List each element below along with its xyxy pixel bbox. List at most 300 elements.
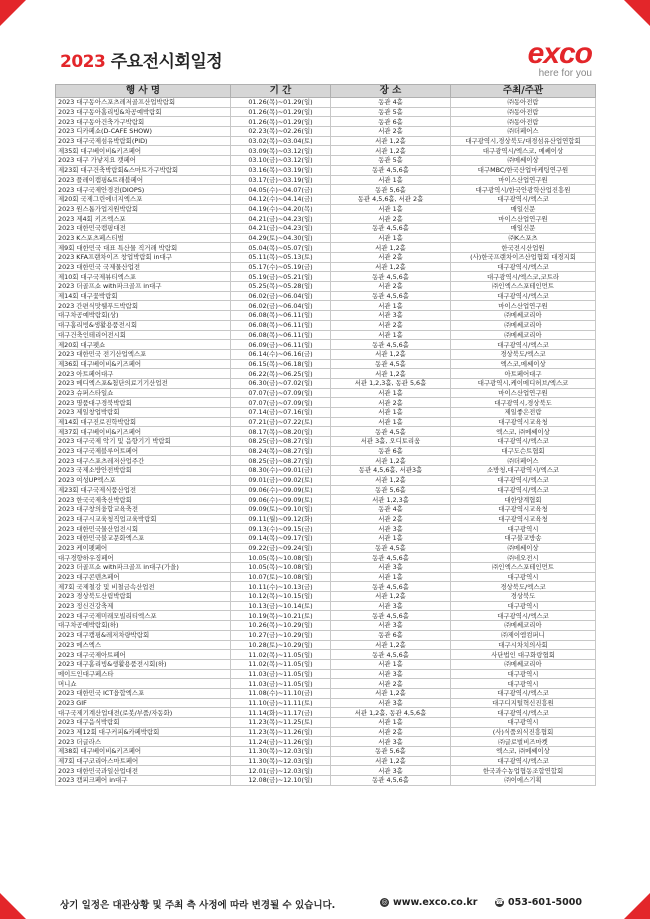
table-row	[56, 708, 596, 718]
cell-organizer: ㈜메쎄코리아	[451, 621, 596, 631]
cell-event: 제7회 대구코리아스마트페어	[56, 756, 231, 766]
cell-organizer: 경상북도/엑스코	[451, 582, 596, 592]
cell-event: 제14회 대구진로진학박람회	[56, 417, 231, 427]
cell-venue: 동관 4,5,6홀	[331, 582, 451, 592]
cell-event: 2023 대구국제안경전(DIOPS)	[56, 185, 231, 195]
cell-period: 03.02(목)~03.04(토)	[231, 136, 331, 146]
cell-event: 2023 더글라스	[56, 737, 231, 747]
cell-venue: 서관 1홀	[331, 204, 451, 214]
cell-period: 04.05(수)~04.07(금)	[231, 185, 331, 195]
cell-venue: 서관 1,2홀	[331, 456, 451, 466]
cell-organizer: ㈜이에스기획	[451, 776, 596, 786]
table-row	[56, 156, 596, 166]
cell-venue: 서관 1홀	[331, 408, 451, 418]
cell-period: 06.08(목)~06.11(일)	[231, 320, 331, 330]
cell-event: 제38회 대구베이비&키즈페어	[56, 747, 231, 757]
table-row	[56, 223, 596, 233]
cell-venue: 동관 5,6홀	[331, 185, 451, 195]
cell-organizer: 대구광역시,경상북도	[451, 398, 596, 408]
corner-decoration-top-right	[624, 0, 650, 26]
table-row	[56, 640, 596, 650]
cell-event: 2023 대한민국불교문화엑스포	[56, 533, 231, 543]
cell-event: 2023 대구캠핑&레저차량박람회	[56, 630, 231, 640]
cell-organizer: ㈜동아전람	[451, 117, 596, 127]
cell-period: 08.24(목)~08.27(일)	[231, 446, 331, 456]
cell-period: 11.08(수)~11.10(금)	[231, 688, 331, 698]
cell-period: 11.10(금)~11.11(토)	[231, 698, 331, 708]
cell-event: 2023 대구국제 악기 및 음향기기 박람회	[56, 437, 231, 447]
cell-event: 2023 케이펫페어	[56, 543, 231, 553]
cell-event: 2023 대구동아홈리빙&차공예박람회	[56, 107, 231, 117]
cell-organizer: 대구시차치의사회	[451, 640, 596, 650]
cell-event: 2023 대한민국과일산업대전	[56, 766, 231, 776]
column-header-period: 기 간	[231, 85, 331, 98]
cell-venue: 서관 3홀	[331, 563, 451, 573]
cell-organizer: ㈜메쎄이상	[451, 543, 596, 553]
table-row	[56, 756, 596, 766]
cell-venue: 서관 1,2홀	[331, 369, 451, 379]
cell-venue: 서관 3홀	[331, 669, 451, 679]
cell-period: 11.23(목)~11.25(토)	[231, 718, 331, 728]
cell-event: 2023 슈퍼스타일쇼	[56, 388, 231, 398]
cell-event: 제37회 대구베이비&키즈페어	[56, 427, 231, 437]
table-row	[56, 175, 596, 185]
cell-event: 2023 디카페쇼(D-CAFE SHOW)	[56, 127, 231, 137]
cell-venue: 서관 1,2홀	[331, 146, 451, 156]
cell-organizer: ㈜메쎄코리아	[451, 659, 596, 669]
cell-organizer: 대구광역시/엑스코	[451, 291, 596, 301]
cell-venue: 서관 2홀	[331, 253, 451, 263]
cell-organizer: 대구광역시,경상북도/대경섬유산업연합회	[451, 136, 596, 146]
cell-venue: 서관 1,2홀	[331, 349, 451, 359]
table-row	[56, 417, 596, 427]
cell-period: 03.09(목)~03.12(일)	[231, 146, 331, 156]
cell-event: 2023 GIF	[56, 698, 231, 708]
cell-period: 08.25(금)~08.27(일)	[231, 456, 331, 466]
logo-word: exco	[527, 37, 592, 70]
cell-venue: 서관 3홀, 오디토리움	[331, 437, 451, 447]
cell-venue: 서관 2홀	[331, 514, 451, 524]
table-row	[56, 194, 596, 204]
cell-event: 2023 플레이캠핑&트래블페어	[56, 175, 231, 185]
cell-event: 2023 대한민국 전기산업엑스포	[56, 349, 231, 359]
cell-event: 2023 제일창업박람회	[56, 408, 231, 418]
cell-organizer: 마이스산업연구원	[451, 214, 596, 224]
cell-event: 2023 대구동아건축가구박람회	[56, 117, 231, 127]
cell-period: 12.08(금)~12.10(일)	[231, 776, 331, 786]
cell-venue: 동관 5홀	[331, 156, 451, 166]
cell-venue: 동관 6홀	[331, 630, 451, 640]
cell-organizer: 대구광역시/엑스코	[451, 756, 596, 766]
table-row	[56, 766, 596, 776]
table-row	[56, 340, 596, 350]
table-row	[56, 553, 596, 563]
cell-venue: 서관 1,2홀	[331, 640, 451, 650]
table-row	[56, 369, 596, 379]
cell-period: 11.03(금)~11.05(일)	[231, 669, 331, 679]
cell-period: 08.30(수)~09.01(금)	[231, 466, 331, 476]
table-row	[56, 359, 596, 369]
cell-event: 2023 대구동아스포츠레저골프산업박람회	[56, 98, 231, 108]
cell-event: 2023 제12회 대구커피&카페박람회	[56, 727, 231, 737]
exhibition-schedule-table	[55, 84, 596, 786]
cell-period: 07.07(금)~07.09(일)	[231, 398, 331, 408]
cell-period: 08.17(목)~08.20(일)	[231, 427, 331, 437]
cell-organizer: 경상북도/엑스코	[451, 349, 596, 359]
cell-period: 09.11(월)~09.12(화)	[231, 514, 331, 524]
table-row	[56, 127, 596, 137]
cell-venue: 동관 4,5홀	[331, 427, 451, 437]
table-row	[56, 349, 596, 359]
cell-organizer: 제일좋은전람	[451, 408, 596, 418]
cell-venue: 동관 4,5,6홀	[331, 611, 451, 621]
cell-event: 2023 더골프쇼 with파크골프 in대구	[56, 282, 231, 292]
cell-venue: 동관 5홀	[331, 107, 451, 117]
cell-organizer: 대구광역시/엑스코,코트라	[451, 272, 596, 282]
cell-organizer: ㈜인엑스스포테인먼트	[451, 282, 596, 292]
cell-venue: 서관 3홀	[331, 766, 451, 776]
cell-period: 01.26(목)~01.29(일)	[231, 117, 331, 127]
cell-venue: 서관 1홀	[331, 533, 451, 543]
cell-period: 07.21(금)~07.22(토)	[231, 417, 331, 427]
cell-event: 2023 대구시교육청직업교육박람회	[56, 514, 231, 524]
cell-event: 머니쇼	[56, 679, 231, 689]
table-row	[56, 504, 596, 514]
cell-period: 05.04(목)~05.07(일)	[231, 243, 331, 253]
cell-event: 2023 제4회 키즈엑스포	[56, 214, 231, 224]
cell-venue: 동관 4,5,6홀	[331, 340, 451, 350]
cell-event: 2023 대구콘텐츠페어	[56, 572, 231, 582]
cell-event: 2023 한국국제축산박람회	[56, 495, 231, 505]
table-row	[56, 388, 596, 398]
cell-event: 2023 대한민국캠핑대전	[56, 223, 231, 233]
table-row	[56, 165, 596, 175]
cell-period: 11.02(목)~11.05(일)	[231, 650, 331, 660]
cell-venue: 서관 1,2홀	[331, 756, 451, 766]
table-row	[56, 533, 596, 543]
cell-event: 2023 대구국제아트페어	[56, 650, 231, 660]
table-row	[56, 282, 596, 292]
table-row	[56, 330, 596, 340]
phone-text: 053-601-5000	[508, 897, 582, 908]
cell-venue: 서관 1홀	[331, 417, 451, 427]
cell-period: 04.19(수)~04.20(목)	[231, 204, 331, 214]
cell-period: 05.19(금)~05.21(일)	[231, 272, 331, 282]
cell-venue: 동관 4,5홀	[331, 359, 451, 369]
cell-organizer: 매일신문	[451, 204, 596, 214]
table-row	[56, 669, 596, 679]
cell-organizer: 한국과수농업협동조합연합회	[451, 766, 596, 776]
cell-period: 06.08(목)~06.11(일)	[231, 311, 331, 321]
cell-venue: 서관 1,2홀	[331, 262, 451, 272]
cell-venue: 서관 3홀	[331, 524, 451, 534]
cell-period: 11.02(목)~11.05(일)	[231, 659, 331, 669]
cell-period: 10.28(토)~10.29(일)	[231, 640, 331, 650]
cell-organizer: ㈜글로벌비즈마켓	[451, 737, 596, 747]
cell-venue: 서관 1홀	[331, 301, 451, 311]
cell-organizer: ㈜메쎄코리아	[451, 320, 596, 330]
cell-organizer: ㈜더페어스	[451, 456, 596, 466]
cell-venue: 동관 4,5,6홀	[331, 553, 451, 563]
cell-venue: 서관 1,2홀	[331, 592, 451, 602]
cell-event: 2023 더골프쇼 with파크골프 in대구(가을)	[56, 563, 231, 573]
cell-period: 10.13(금)~10.14(토)	[231, 601, 331, 611]
cell-organizer: ㈜제이엠컴퍼니	[451, 630, 596, 640]
table-row	[56, 466, 596, 476]
cell-venue: 서관 3홀	[331, 698, 451, 708]
cell-period: 07.14(금)~07.16(일)	[231, 408, 331, 418]
cell-venue: 서관 3홀	[331, 621, 451, 631]
cell-period: 09.06(수)~09.09(토)	[231, 495, 331, 505]
cell-period: 04.29(토)~04.30(일)	[231, 233, 331, 243]
cell-event: 제7회 국제철강 및 비철금속산업전	[56, 582, 231, 592]
cell-venue: 동관 4,5,6홀	[331, 650, 451, 660]
cell-event: 2023 대한민국 ICT융합엑스포	[56, 688, 231, 698]
table-row	[56, 456, 596, 466]
table-row	[56, 475, 596, 485]
cell-period: 06.30(금)~07.02(일)	[231, 378, 331, 388]
exco-logo	[527, 37, 592, 80]
table-row	[56, 320, 596, 330]
cell-venue: 동관 4홀	[331, 504, 451, 514]
cell-event: 2023 KFA프랜차이즈 창업박람회 in대구	[56, 253, 231, 263]
cell-venue: 서관 2홀	[331, 320, 451, 330]
table-row	[56, 524, 596, 534]
cell-period: 10.27(금)~10.29(일)	[231, 630, 331, 640]
cell-organizer: 매일신문	[451, 223, 596, 233]
cell-event: 2023 대구창의융합교육축전	[56, 504, 231, 514]
cell-event: 2023 K스포츠페스티벌	[56, 233, 231, 243]
cell-period: 03.17(금)~03.19(일)	[231, 175, 331, 185]
cell-organizer: 대구광역시,케이메디허브/엑스코	[451, 378, 596, 388]
cell-organizer: 한국전시산업원	[451, 243, 596, 253]
cell-period: 06.22(목)~06.25(일)	[231, 369, 331, 379]
cell-organizer: 대구MBC/한국산업마케팅연구원	[451, 165, 596, 175]
cell-venue: 서관 2홀	[331, 679, 451, 689]
cell-event: 2023 대구 가낳지요 캣페어	[56, 156, 231, 166]
cell-organizer: ㈜동아전람	[451, 98, 596, 108]
table-row	[56, 185, 596, 195]
cell-organizer: ㈜인엑스스포테인먼트	[451, 563, 596, 573]
cell-period: 02.23(목)~02.26(일)	[231, 127, 331, 137]
footer-website[interactable]	[380, 897, 477, 908]
cell-period: 06.02(금)~06.04(일)	[231, 301, 331, 311]
cell-period: 03.16(목)~03.19(일)	[231, 165, 331, 175]
table-row	[56, 572, 596, 582]
table-row	[56, 311, 596, 321]
cell-event: 대구차공예박람회(하)	[56, 621, 231, 631]
table-row	[56, 698, 596, 708]
cell-venue: 동관 5,6홀	[331, 485, 451, 495]
cell-organizer: 대구광역시/엑스코, 메쎄이상	[451, 146, 596, 156]
cell-venue: 동관 6홀	[331, 446, 451, 456]
cell-venue: 동관 4,5,6홀, 서관3홀	[331, 466, 451, 476]
cell-event: 2023 대구스포츠레저산업주간	[56, 456, 231, 466]
cell-venue: 서관 1,2,3홀	[331, 495, 451, 505]
table-row	[56, 398, 596, 408]
table-row	[56, 485, 596, 495]
table-row	[56, 427, 596, 437]
cell-organizer: 대구디지털혁신진흥원	[451, 698, 596, 708]
column-header-organizer: 주최/주관	[451, 85, 596, 98]
table-row	[56, 301, 596, 311]
table-row	[56, 659, 596, 669]
cell-event: 제20회 대구펫쇼	[56, 340, 231, 350]
cell-organizer: ㈜메쎄코리아	[451, 311, 596, 321]
table-header-row	[56, 85, 596, 98]
cell-event: 제35회 대구베이비&키즈페어	[56, 146, 231, 156]
cell-event: 2023 원스톱가업지원박람회	[56, 204, 231, 214]
cell-venue: 서관 2홀	[331, 214, 451, 224]
cell-organizer: ㈜동아전람	[451, 107, 596, 117]
page-title	[60, 47, 222, 72]
cell-period: 04.21(금)~04.23(일)	[231, 214, 331, 224]
table-row	[56, 688, 596, 698]
cell-period: 05.25(목)~05.28(일)	[231, 282, 331, 292]
cell-event: 제14회 대구꽃박람회	[56, 291, 231, 301]
cell-period: 01.26(목)~01.29(일)	[231, 98, 331, 108]
cell-organizer: 대구광역시/한국안광학산업진흥원	[451, 185, 596, 195]
table-row	[56, 378, 596, 388]
title-text: 주요전시회일정	[110, 52, 223, 72]
cell-event: 제20회 국제그린에너지엑스포	[56, 194, 231, 204]
cell-organizer: 마이스산업연구원	[451, 301, 596, 311]
cell-organizer: ㈜메쎄이상	[451, 156, 596, 166]
cell-period: 05.11(목)~05.13(토)	[231, 253, 331, 263]
table-row	[56, 747, 596, 757]
cell-period: 09.09(토)~09.10(일)	[231, 504, 331, 514]
table-row	[56, 630, 596, 640]
cell-organizer: 소방청,대구광역시/엑스코	[451, 466, 596, 476]
cell-event: 제36회 대구베이비&키즈페어	[56, 359, 231, 369]
cell-period: 01.26(목)~01.29(일)	[231, 107, 331, 117]
cell-event: 2023 대구국제섬유박람회(PID)	[56, 136, 231, 146]
cell-period: 04.12(수)~04.14(금)	[231, 194, 331, 204]
cell-venue: 서관 1,2홀, 동관 4,5,6홀	[331, 708, 451, 718]
cell-venue: 서관 3홀	[331, 601, 451, 611]
table-row	[56, 136, 596, 146]
cell-period: 04.21(금)~04.23(일)	[231, 223, 331, 233]
cell-organizer: ㈜더페어스	[451, 127, 596, 137]
table-row	[56, 592, 596, 602]
cell-venue: 동관 6홀	[331, 117, 451, 127]
cell-period: 12.01(금)~12.03(일)	[231, 766, 331, 776]
cell-organizer: 대구광역시/엑스코	[451, 708, 596, 718]
cell-period: 06.15(목)~06.18(일)	[231, 359, 331, 369]
cell-venue: 서관 1홀	[331, 330, 451, 340]
table-row	[56, 204, 596, 214]
cell-organizer: 대구광역시/엑스코	[451, 437, 596, 447]
table-row	[56, 601, 596, 611]
phone-icon: ☎	[495, 898, 504, 906]
cell-venue: 서관 2홀	[331, 282, 451, 292]
logo-tagline: here for you	[538, 68, 592, 79]
cell-venue: 서관 1,2홀	[331, 475, 451, 485]
cell-event: 제23회 대구국제식품산업전	[56, 485, 231, 495]
cell-organizer: 마이스산업연구원	[451, 175, 596, 185]
column-header-venue: 장 소	[331, 85, 451, 98]
cell-period: 09.06(수)~09.09(토)	[231, 485, 331, 495]
cell-event: 2023 대구국제블루어트페어	[56, 446, 231, 456]
cell-period: 10.19(목)~10.21(토)	[231, 611, 331, 621]
cell-period: 06.14(수)~06.16(금)	[231, 349, 331, 359]
table-row	[56, 262, 596, 272]
cell-venue: 서관 1홀	[331, 233, 451, 243]
cell-period: 09.13(수)~09.15(금)	[231, 524, 331, 534]
cell-period: 11.23(목)~11.26(일)	[231, 727, 331, 737]
cell-period: 10.07(토)~10.08(일)	[231, 572, 331, 582]
cell-event: 2023 대구음식박람회	[56, 718, 231, 728]
cell-organizer: 엑스코,메쎄이상	[451, 359, 596, 369]
cell-organizer: 대한양계협회	[451, 495, 596, 505]
footer-phone[interactable]	[495, 897, 582, 908]
cell-event: 대구차공예박람회(상)	[56, 311, 231, 321]
cell-venue: 동관 4,5,6홀	[331, 776, 451, 786]
table-row	[56, 621, 596, 631]
cell-organizer: ㈜네오전시	[451, 553, 596, 563]
cell-organizer: ㈜K스포츠	[451, 233, 596, 243]
table-row	[56, 272, 596, 282]
cell-venue: 동관 5,6홀	[331, 747, 451, 757]
cell-event: 제23회 대구건축박람회&스마트가구박람회	[56, 165, 231, 175]
cell-event: 제9회 대한민국 대표 특산물 직거래 박람회	[56, 243, 231, 253]
cell-period: 10.05(목)~10.08(일)	[231, 563, 331, 573]
cell-period: 07.07(금)~07.09(일)	[231, 388, 331, 398]
cell-event: 대구경향하우징페어	[56, 553, 231, 563]
table-row	[56, 117, 596, 127]
cell-event: 2023 명품대구경북박람회	[56, 398, 231, 408]
table-row	[56, 563, 596, 573]
cell-period: 05.17(수)~05.19(금)	[231, 262, 331, 272]
cell-venue: 동관 4,5,6홀	[331, 165, 451, 175]
cell-venue: 동관 4,5홀	[331, 543, 451, 553]
cell-organizer: 대구광역시/엑스코	[451, 485, 596, 495]
table-row	[56, 214, 596, 224]
cell-venue: 서관 1홀	[331, 175, 451, 185]
table-row	[56, 650, 596, 660]
cell-period: 11.24(금)~11.26(일)	[231, 737, 331, 747]
cell-period: 10.12(목)~10.15(일)	[231, 592, 331, 602]
cell-venue: 동관 4,5,6홀, 서관 2홀	[331, 194, 451, 204]
cell-period: 10.11(수)~10.13(금)	[231, 582, 331, 592]
table-row	[56, 107, 596, 117]
cell-organizer: 대구광역시교육청	[451, 504, 596, 514]
cell-event: 대구홈리빙&생활용품전시회	[56, 320, 231, 330]
table-row	[56, 291, 596, 301]
cell-venue: 서관 1홀	[331, 572, 451, 582]
cell-organizer: 대구광역시교육청	[451, 417, 596, 427]
globe-icon: ◎	[381, 898, 388, 906]
cell-period: 03.10(금)~03.12(일)	[231, 156, 331, 166]
cell-period: 11.30(목)~12.03(일)	[231, 747, 331, 757]
cell-event: 대구건축인테리어전시회	[56, 330, 231, 340]
cell-event: 제10회 대구국제뷰티엑스포	[56, 272, 231, 282]
cell-organizer: 대구도슨트협회	[451, 446, 596, 456]
cell-period: 09.14(목)~09.17(일)	[231, 533, 331, 543]
cell-venue: 서관 1홀	[331, 659, 451, 669]
table-row	[56, 446, 596, 456]
cell-organizer: 마이스산업연구원	[451, 388, 596, 398]
cell-venue: 동관 4,5,6홀	[331, 272, 451, 282]
cell-venue: 서관 1,2홀	[331, 243, 451, 253]
cell-venue: 서관 3홀	[331, 737, 451, 747]
cell-venue: 서관 2홀	[331, 727, 451, 737]
cell-organizer: 대구광역시	[451, 572, 596, 582]
footer-note: 상기 일정은 대관상황 및 주최 측 사정에 따라 변경될 수 있습니다.	[60, 900, 336, 911]
cell-organizer: 대구광역시	[451, 669, 596, 679]
cell-period: 11.14(화)~11.17(금)	[231, 708, 331, 718]
title-year: 2023	[60, 52, 106, 72]
